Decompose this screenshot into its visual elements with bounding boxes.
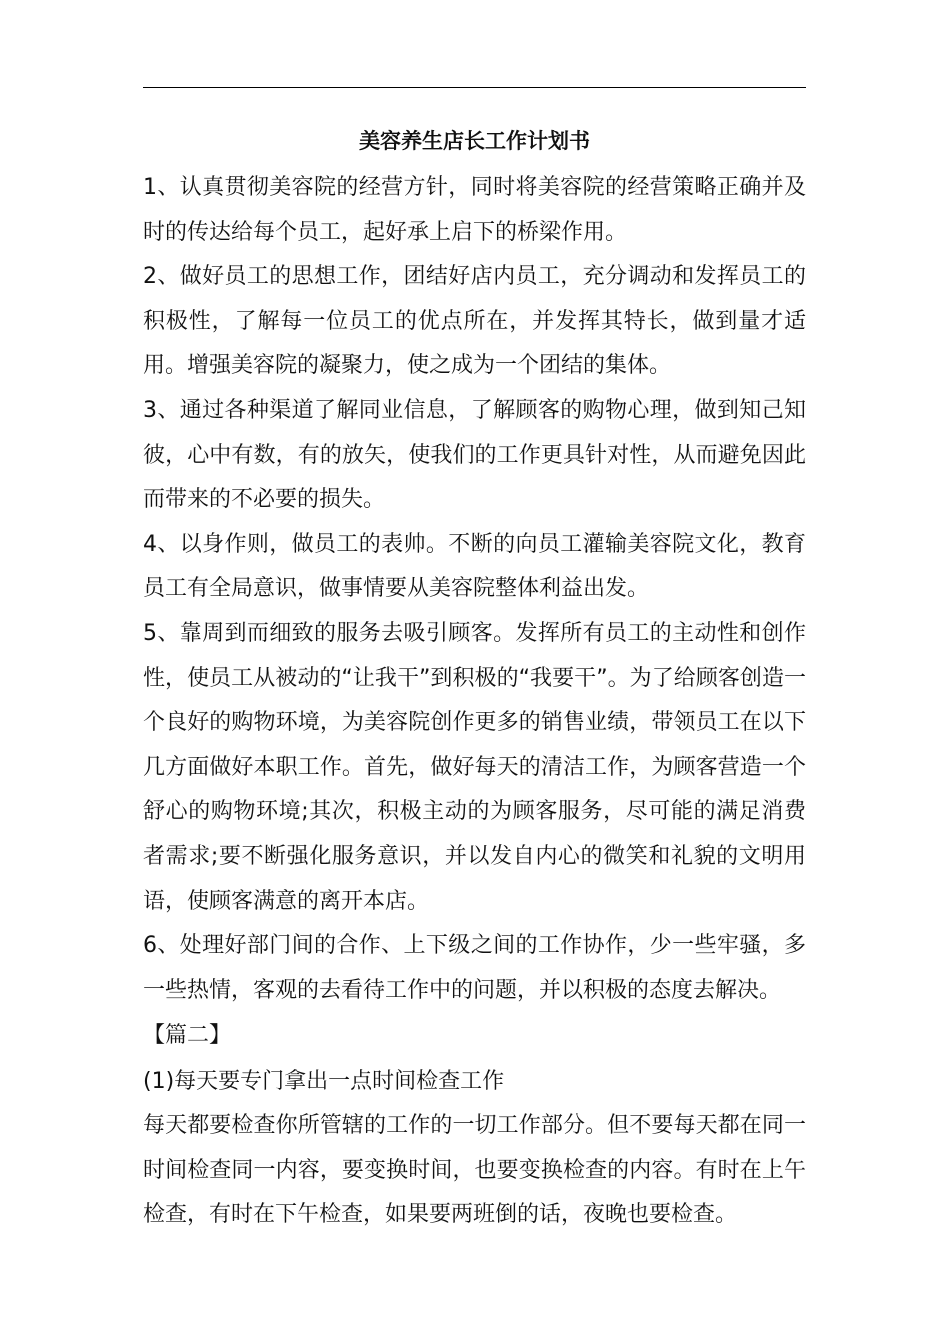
page-title: 美容养生店长工作计划书 (359, 129, 590, 153)
paragraph-6: 6、处理好部门间的合作、上下级之间的工作协作，少一些牢骚，多一些热情，客观的去看待工作中的问题，并以积极的态度去解决。 (143, 933, 806, 1003)
paragraph-5: 5、靠周到而细致的服务去吸引顾客。发挥所有员工的主动性和创作性，使员工从被动的“让我干”到积极的“我要干”。为了给顾客创造一个良好的购物环境，为美容院创作更多的销售业绩，带领员工在以下几方面做好本职工作。首先，做好每天的清洁工作，为顾客营造一个舒心的购物环境;其次，积极主动的为顾客服务，尽可能的满足消费者需求;要不断强化服务意识，并以发自内心的微笑和礼貌的文明用语，使顾客满意的离开本店。 (143, 620, 806, 914)
subheading: (1)每天要专门拿出一点时间检查工作 (143, 1068, 505, 1094)
section-heading: 【篇二】 (143, 1023, 232, 1049)
header-rule (143, 87, 806, 88)
paragraph-2: 2、做好员工的思想工作，团结好店内员工，充分调动和发挥员工的积极性，了解每一位员工的优点所在，并发挥其特长，做到量才适用。增强美容院的凝聚力，使之成为一个团结的集体。 (143, 264, 806, 379)
paragraph-7: 每天都要检查你所管辖的工作的一切工作部分。但不要每天都在同一时间检查同一内容，要变换时间，也要变换检查的内容。有时在上午检查，有时在下午检查，如果要两班倒的话，夜晚也要检查。 (143, 1113, 806, 1228)
paragraph-4: 4、以身作则，做员工的表帅。不断的向员工灌输美容院文化，教育员工有全局意识，做事情要从美容院整体利益出发。 (143, 531, 806, 602)
paragraph-1: 1、认真贯彻美容院的经营方针，同时将美容院的经营策略正确并及时的传达给每个员工，起好承上启下的桥梁作用。 (143, 175, 806, 245)
document-body (143, 166, 806, 1238)
paragraph-3: 3、通过各种渠道了解同业信息，了解顾客的购物心理，做到知己知彼，心中有数，有的放矢，使我们的工作更具针对性，从而避免因此而带来的不必要的损失。 (143, 397, 806, 513)
